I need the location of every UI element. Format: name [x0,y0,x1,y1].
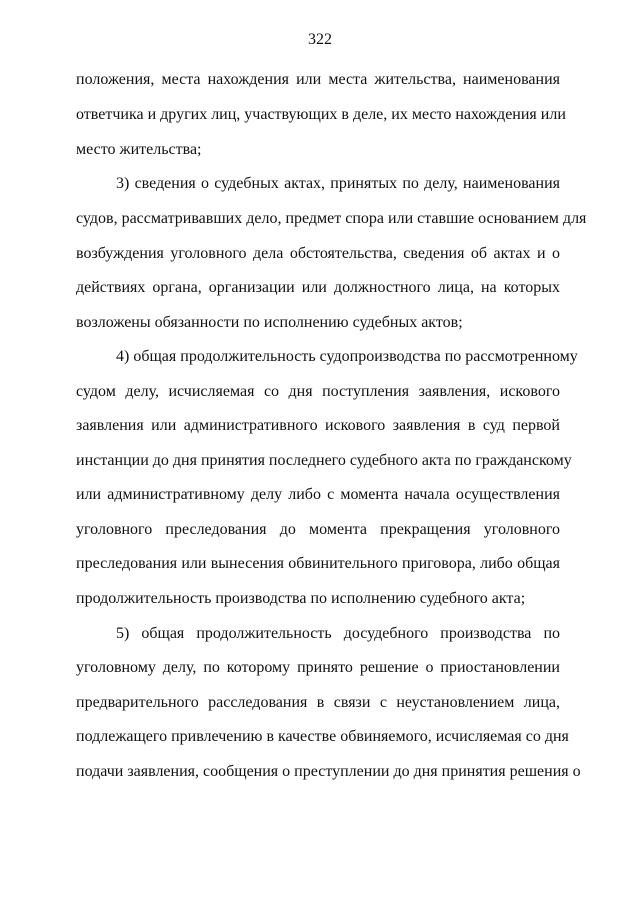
paragraph-1-line-1: положения, места нахождения или места жительства, наименования [76,71,560,88]
paragraph-4-line-1: 5) общая продолжительность досудебного производства по [116,625,560,642]
paragraph-2-line-1: 3) сведения о судебных актах, принятых по делу, наименования [116,175,560,192]
paragraph-2-line-3: возбуждения уголовного дела обстоятельства, сведения об актах и о [76,245,560,262]
paragraph-3-line-6: уголовного преследования до момента прекращения уголовного [76,521,560,538]
paragraph-3-line-7: преследования или вынесения обвинительного приговора, либо общая [76,555,560,572]
paragraph-4-line-2: уголовному делу, по которому принято решение о приостановлении [76,659,560,676]
paragraph-3-line-5: или административному делу либо с момента начала осуществления [76,486,560,503]
paragraph-1-line-2: ответчика и других лиц, участвующих в деле, их место нахождения или [76,106,566,123]
paragraph-3-line-2: судом делу, исчисляемая со дня поступления заявления, искового [76,383,560,400]
paragraph-2-line-4: действиях органа, организации или должностного лица, на которых [76,279,560,296]
paragraph-3-line-1: 4) общая продолжительность судопроизводства по рассмотренному [116,348,578,365]
paragraph-3-line-4: инстанции до дня принятия последнего судебного акта по гражданскому [76,452,572,469]
paragraph-3-line-8: продолжительность производства по исполнению судебного акта; [76,590,526,607]
paragraph-1-line-3: место жительства; [76,141,202,158]
paragraph-2-line-5: возложены обязанности по исполнению судебных актов; [76,314,463,331]
paragraph-2-line-2: судов, рассматривавших дело, предмет спора или ставшие основанием для [76,210,587,227]
page-number: 322 [308,31,332,48]
paragraph-4-line-4: подлежащего привлечению в качестве обвиняемого, исчисляемая со дня [76,728,569,745]
paragraph-4-line-5: подачи заявления, сообщения о преступлении до дня принятия решения о [76,763,581,780]
paragraph-4-line-3: предварительного расследования в связи с неустановлением лица, [76,694,560,711]
paragraph-3-line-3: заявления или административного искового заявления в суд первой [76,417,560,434]
